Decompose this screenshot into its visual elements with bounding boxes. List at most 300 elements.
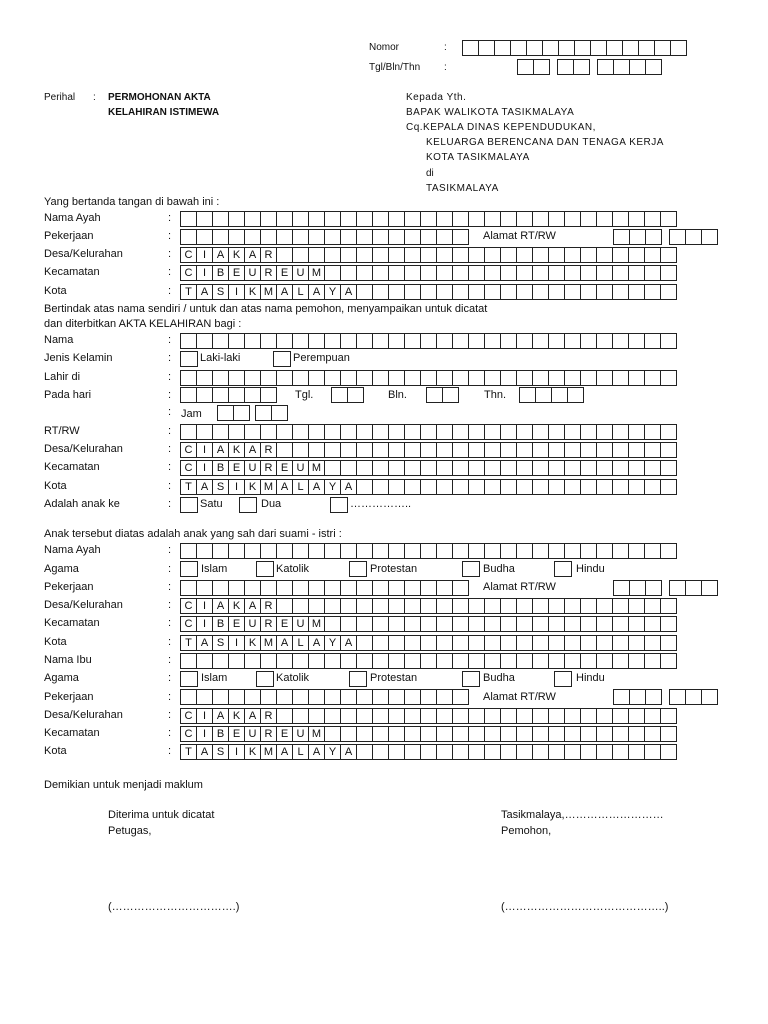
box-cell[interactable] [500, 460, 517, 476]
box-cell[interactable]: K [244, 479, 261, 495]
box-cell[interactable] [468, 265, 485, 281]
box-cell[interactable] [468, 424, 485, 440]
box-cell[interactable]: A [244, 708, 261, 724]
box-cell[interactable] [670, 40, 687, 56]
box-cell[interactable] [548, 653, 565, 669]
bln-lahir-grid[interactable] [426, 387, 458, 403]
box-cell[interactable] [420, 284, 437, 300]
box-cell[interactable]: I [228, 744, 245, 760]
box-cell[interactable] [292, 211, 309, 227]
box-cell[interactable] [372, 580, 389, 596]
box-cell[interactable]: C [180, 598, 197, 614]
box-cell[interactable] [308, 580, 325, 596]
hari-grid[interactable] [180, 387, 276, 403]
alamat-grid-3[interactable] [613, 689, 717, 705]
box-cell[interactable]: C [180, 247, 197, 263]
box-cell[interactable] [276, 333, 293, 349]
box-cell[interactable] [196, 580, 213, 596]
box-cell[interactable] [196, 543, 213, 559]
box-cell[interactable] [404, 744, 421, 760]
box-cell[interactable] [212, 370, 229, 386]
box-cell[interactable] [452, 265, 469, 281]
box-cell[interactable]: A [212, 247, 229, 263]
box-cell[interactable] [260, 211, 277, 227]
box-cell[interactable] [420, 265, 437, 281]
budha-checkbox[interactable] [462, 671, 480, 687]
box-cell[interactable] [388, 370, 405, 386]
box-cell[interactable]: A [276, 635, 293, 651]
box-cell[interactable] [564, 744, 581, 760]
box-cell[interactable] [548, 726, 565, 742]
box-cell[interactable] [324, 211, 341, 227]
box-cell[interactable] [404, 726, 421, 742]
box-cell[interactable] [564, 479, 581, 495]
box-cell[interactable] [612, 543, 629, 559]
box-cell[interactable] [356, 580, 373, 596]
box-cell[interactable] [292, 653, 309, 669]
box-cell[interactable] [292, 247, 309, 263]
box-cell[interactable] [324, 543, 341, 559]
kota-grid[interactable] [180, 284, 676, 300]
box-cell[interactable] [276, 598, 293, 614]
box-cell[interactable] [516, 543, 533, 559]
box-cell[interactable]: K [244, 284, 261, 300]
box-cell[interactable]: E [276, 726, 293, 742]
box-cell[interactable] [564, 284, 581, 300]
box-cell[interactable] [468, 370, 485, 386]
box-cell[interactable] [644, 370, 661, 386]
box-cell[interactable] [484, 635, 501, 651]
box-cell[interactable] [484, 265, 501, 281]
box-cell[interactable] [484, 744, 501, 760]
box-cell[interactable] [388, 744, 405, 760]
box-cell[interactable] [532, 424, 549, 440]
box-cell[interactable] [452, 580, 469, 596]
box-cell[interactable] [180, 370, 197, 386]
box-cell[interactable] [612, 333, 629, 349]
box-cell[interactable]: M [260, 635, 277, 651]
satu-checkbox[interactable] [180, 497, 198, 513]
box-cell[interactable] [452, 708, 469, 724]
box-cell[interactable] [644, 479, 661, 495]
box-cell[interactable] [404, 543, 421, 559]
box-cell[interactable] [388, 635, 405, 651]
box-cell[interactable] [484, 598, 501, 614]
box-cell[interactable] [196, 211, 213, 227]
box-cell[interactable] [484, 653, 501, 669]
box-cell[interactable] [580, 460, 597, 476]
box-cell[interactable] [484, 726, 501, 742]
box-cell[interactable] [347, 387, 364, 403]
box-cell[interactable] [468, 616, 485, 632]
box-cell[interactable] [340, 726, 357, 742]
box-cell[interactable] [500, 442, 517, 458]
box-cell[interactable] [628, 635, 645, 651]
box-cell[interactable] [468, 284, 485, 300]
box-cell[interactable] [180, 653, 197, 669]
box-cell[interactable] [644, 424, 661, 440]
box-cell[interactable] [628, 616, 645, 632]
box-cell[interactable] [324, 370, 341, 386]
box-cell[interactable] [228, 211, 245, 227]
box-cell[interactable] [516, 708, 533, 724]
box-cell[interactable]: Y [324, 635, 341, 651]
box-cell[interactable] [404, 460, 421, 476]
box-cell[interactable] [196, 424, 213, 440]
box-cell[interactable] [516, 284, 533, 300]
box-cell[interactable] [532, 370, 549, 386]
hindu-checkbox[interactable] [554, 561, 572, 577]
pekerjaan-grid[interactable] [180, 229, 468, 245]
box-cell[interactable] [436, 726, 453, 742]
box-cell[interactable] [532, 726, 549, 742]
box-cell[interactable] [420, 616, 437, 632]
katolik-checkbox[interactable] [256, 671, 274, 687]
box-cell[interactable] [276, 247, 293, 263]
box-cell[interactable] [180, 424, 197, 440]
box-cell[interactable] [516, 211, 533, 227]
box-cell[interactable] [388, 598, 405, 614]
box-cell[interactable] [452, 333, 469, 349]
box-cell[interactable] [484, 460, 501, 476]
box-cell[interactable] [260, 370, 277, 386]
box-cell[interactable] [196, 370, 213, 386]
box-cell[interactable] [308, 689, 325, 705]
box-cell[interactable] [580, 265, 597, 281]
box-cell[interactable] [372, 653, 389, 669]
box-cell[interactable] [660, 635, 677, 651]
kota-grid[interactable] [180, 479, 676, 495]
perempuan-checkbox[interactable] [273, 351, 291, 367]
box-cell[interactable] [436, 653, 453, 669]
box-cell[interactable] [276, 653, 293, 669]
box-cell[interactable] [260, 229, 277, 245]
box-cell[interactable] [324, 708, 341, 724]
box-cell[interactable] [356, 598, 373, 614]
box-cell[interactable] [340, 229, 357, 245]
box-cell[interactable] [436, 689, 453, 705]
box-cell[interactable]: I [228, 479, 245, 495]
box-cell[interactable] [596, 424, 613, 440]
box-cell[interactable] [292, 543, 309, 559]
box-cell[interactable] [324, 333, 341, 349]
box-cell[interactable] [612, 265, 629, 281]
box-cell[interactable] [324, 726, 341, 742]
box-cell[interactable] [564, 211, 581, 227]
box-cell[interactable] [548, 211, 565, 227]
box-cell[interactable] [324, 460, 341, 476]
box-cell[interactable] [532, 284, 549, 300]
box-cell[interactable] [660, 598, 677, 614]
box-cell[interactable] [644, 653, 661, 669]
box-cell[interactable] [660, 284, 677, 300]
box-cell[interactable] [420, 635, 437, 651]
box-cell[interactable]: R [260, 708, 277, 724]
box-cell[interactable] [292, 689, 309, 705]
box-cell[interactable]: L [292, 744, 309, 760]
box-cell[interactable]: R [260, 265, 277, 281]
box-cell[interactable] [372, 616, 389, 632]
box-cell[interactable] [580, 708, 597, 724]
box-cell[interactable] [324, 265, 341, 281]
box-cell[interactable] [564, 726, 581, 742]
box-cell[interactable] [548, 265, 565, 281]
box-cell[interactable] [228, 543, 245, 559]
nama-grid[interactable] [180, 333, 676, 349]
box-cell[interactable] [644, 284, 661, 300]
box-cell[interactable] [516, 598, 533, 614]
box-cell[interactable] [244, 387, 261, 403]
box-cell[interactable] [340, 265, 357, 281]
box-cell[interactable] [644, 460, 661, 476]
box-cell[interactable] [574, 40, 591, 56]
box-cell[interactable] [436, 370, 453, 386]
box-cell[interactable] [644, 598, 661, 614]
alamat-grid[interactable] [613, 229, 717, 245]
box-cell[interactable] [452, 284, 469, 300]
box-cell[interactable] [420, 211, 437, 227]
box-cell[interactable] [340, 598, 357, 614]
box-cell[interactable] [596, 543, 613, 559]
box-cell[interactable] [436, 265, 453, 281]
box-cell[interactable] [500, 708, 517, 724]
box-cell[interactable] [516, 442, 533, 458]
box-cell[interactable] [580, 370, 597, 386]
box-cell[interactable] [212, 229, 229, 245]
box-cell[interactable] [276, 229, 293, 245]
box-cell[interactable] [292, 708, 309, 724]
box-cell[interactable] [628, 708, 645, 724]
box-cell[interactable] [468, 247, 485, 263]
box-cell[interactable] [580, 635, 597, 651]
box-cell[interactable] [500, 211, 517, 227]
box-cell[interactable] [180, 211, 197, 227]
box-cell[interactable] [452, 424, 469, 440]
box-cell[interactable] [180, 229, 197, 245]
box-cell[interactable] [260, 653, 277, 669]
lahir-di-grid[interactable] [180, 370, 676, 386]
box-cell[interactable]: C [180, 442, 197, 458]
box-cell[interactable] [548, 543, 565, 559]
box-cell[interactable] [404, 598, 421, 614]
box-cell[interactable] [212, 333, 229, 349]
box-cell[interactable] [196, 653, 213, 669]
box-cell[interactable] [660, 211, 677, 227]
box-cell[interactable] [340, 247, 357, 263]
box-cell[interactable]: U [244, 726, 261, 742]
box-cell[interactable] [622, 40, 639, 56]
box-cell[interactable] [548, 370, 565, 386]
box-cell[interactable] [356, 479, 373, 495]
box-cell[interactable] [484, 370, 501, 386]
box-cell[interactable] [564, 460, 581, 476]
box-cell[interactable] [436, 744, 453, 760]
box-cell[interactable] [612, 616, 629, 632]
box-cell[interactable] [276, 370, 293, 386]
box-cell[interactable] [660, 653, 677, 669]
box-cell[interactable] [372, 247, 389, 263]
box-cell[interactable] [628, 284, 645, 300]
box-cell[interactable]: S [212, 635, 229, 651]
box-cell[interactable] [196, 387, 213, 403]
box-cell[interactable] [436, 460, 453, 476]
box-cell[interactable] [452, 689, 469, 705]
box-cell[interactable]: U [292, 616, 309, 632]
box-cell[interactable] [532, 635, 549, 651]
box-cell[interactable] [356, 543, 373, 559]
box-cell[interactable] [372, 635, 389, 651]
box-cell[interactable] [324, 229, 341, 245]
box-cell[interactable] [612, 653, 629, 669]
box-cell[interactable] [500, 370, 517, 386]
box-cell[interactable] [580, 424, 597, 440]
box-cell[interactable]: A [276, 744, 293, 760]
box-cell[interactable] [356, 424, 373, 440]
box-cell[interactable] [660, 442, 677, 458]
box-cell[interactable] [276, 442, 293, 458]
box-cell[interactable]: K [244, 744, 261, 760]
box-cell[interactable] [276, 211, 293, 227]
box-cell[interactable]: A [212, 598, 229, 614]
box-cell[interactable] [660, 708, 677, 724]
box-cell[interactable] [388, 543, 405, 559]
box-cell[interactable] [404, 442, 421, 458]
box-cell[interactable] [244, 211, 261, 227]
box-cell[interactable]: T [180, 284, 197, 300]
desa-grid[interactable] [180, 442, 676, 458]
box-cell[interactable] [580, 726, 597, 742]
box-cell[interactable] [308, 424, 325, 440]
box-cell[interactable] [324, 689, 341, 705]
box-cell[interactable] [468, 744, 485, 760]
box-cell[interactable] [580, 333, 597, 349]
box-cell[interactable]: B [212, 726, 229, 742]
box-cell[interactable] [500, 653, 517, 669]
box-cell[interactable] [516, 635, 533, 651]
desa-grid[interactable] [180, 247, 676, 263]
box-cell[interactable] [644, 442, 661, 458]
box-cell[interactable] [612, 726, 629, 742]
box-cell[interactable] [436, 580, 453, 596]
box-cell[interactable] [548, 424, 565, 440]
box-cell[interactable] [516, 370, 533, 386]
box-cell[interactable] [388, 479, 405, 495]
box-cell[interactable] [452, 598, 469, 614]
box-cell[interactable] [388, 689, 405, 705]
box-cell[interactable] [292, 333, 309, 349]
box-cell[interactable] [372, 543, 389, 559]
box-cell[interactable] [356, 653, 373, 669]
box-cell[interactable] [644, 265, 661, 281]
box-cell[interactable]: A [308, 635, 325, 651]
box-cell[interactable]: A [196, 635, 213, 651]
tgl-lahir-grid[interactable] [331, 387, 363, 403]
box-cell[interactable] [484, 543, 501, 559]
box-cell[interactable] [388, 653, 405, 669]
box-cell[interactable] [644, 708, 661, 724]
box-cell[interactable] [212, 387, 229, 403]
box-cell[interactable] [356, 370, 373, 386]
box-cell[interactable] [580, 247, 597, 263]
box-cell[interactable] [356, 247, 373, 263]
box-cell[interactable] [500, 616, 517, 632]
box-cell[interactable] [580, 211, 597, 227]
box-cell[interactable] [356, 635, 373, 651]
box-cell[interactable] [356, 708, 373, 724]
box-cell[interactable] [340, 370, 357, 386]
box-cell[interactable] [580, 543, 597, 559]
box-cell[interactable] [660, 265, 677, 281]
box-cell[interactable]: B [212, 616, 229, 632]
box-cell[interactable] [580, 653, 597, 669]
box-cell[interactable] [404, 229, 421, 245]
kecamatan-grid[interactable] [180, 616, 676, 632]
box-cell[interactable] [654, 40, 671, 56]
box-cell[interactable] [212, 211, 229, 227]
box-cell[interactable] [516, 424, 533, 440]
box-cell[interactable] [519, 387, 536, 403]
box-cell[interactable] [356, 211, 373, 227]
box-cell[interactable] [548, 333, 565, 349]
box-cell[interactable] [596, 726, 613, 742]
box-cell[interactable]: T [180, 744, 197, 760]
box-cell[interactable] [660, 726, 677, 742]
box-cell[interactable]: A [308, 284, 325, 300]
box-cell[interactable] [564, 653, 581, 669]
box-cell[interactable] [372, 598, 389, 614]
box-cell[interactable]: E [228, 726, 245, 742]
box-cell[interactable] [468, 333, 485, 349]
box-cell[interactable]: I [196, 442, 213, 458]
box-cell[interactable] [548, 708, 565, 724]
box-cell[interactable] [526, 40, 543, 56]
box-cell[interactable] [331, 387, 348, 403]
box-cell[interactable] [356, 284, 373, 300]
box-cell[interactable] [436, 211, 453, 227]
box-cell[interactable] [564, 265, 581, 281]
box-cell[interactable] [628, 744, 645, 760]
islam-checkbox[interactable] [180, 561, 198, 577]
box-cell[interactable] [452, 479, 469, 495]
box-cell[interactable] [452, 211, 469, 227]
box-cell[interactable]: U [292, 460, 309, 476]
desa-grid[interactable] [180, 708, 676, 724]
thn-lahir-grid[interactable] [519, 387, 583, 403]
box-cell[interactable] [436, 247, 453, 263]
box-cell[interactable] [628, 460, 645, 476]
box-cell[interactable] [292, 442, 309, 458]
box-cell[interactable] [228, 387, 245, 403]
box-cell[interactable] [308, 598, 325, 614]
box-cell[interactable]: C [180, 616, 197, 632]
box-cell[interactable] [500, 543, 517, 559]
box-cell[interactable]: R [260, 726, 277, 742]
box-cell[interactable]: U [244, 265, 261, 281]
box-cell[interactable] [580, 284, 597, 300]
box-cell[interactable] [638, 40, 655, 56]
box-cell[interactable] [628, 543, 645, 559]
box-cell[interactable] [324, 616, 341, 632]
box-cell[interactable]: M [308, 616, 325, 632]
box-cell[interactable] [628, 333, 645, 349]
box-cell[interactable] [660, 543, 677, 559]
box-cell[interactable] [372, 708, 389, 724]
rtrw-grid[interactable] [180, 424, 676, 440]
box-cell[interactable] [420, 424, 437, 440]
box-cell[interactable] [580, 598, 597, 614]
islam-checkbox[interactable] [180, 671, 198, 687]
box-cell[interactable] [468, 543, 485, 559]
